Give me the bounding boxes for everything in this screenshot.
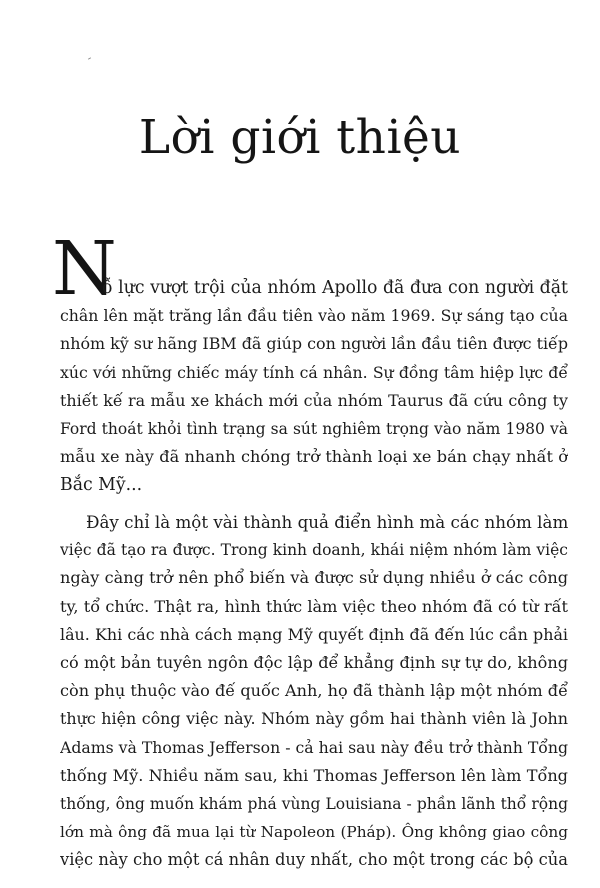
text-line: thống, ông muốn khám phá vùng Louisiana - phần lãnh thổ rộng xyxy=(60,794,568,813)
text-line: Bắc Mỹ... xyxy=(60,475,143,496)
paragraph-2 xyxy=(60,508,568,874)
text-line: có một bản tuyên ngôn độc lập để khẳng định sự tự do, không xyxy=(60,652,568,672)
page-title: Lời giới thiệu xyxy=(138,110,462,165)
paragraph-1 xyxy=(60,274,568,500)
print-speck xyxy=(88,57,91,59)
text-line: Ford thoát khỏi tình trạng sa sút nghiêm trọng vào năm 1980 và xyxy=(60,419,568,438)
text-line: thực hiện công việc này. Nhóm này gồm hai thành viên là John xyxy=(60,709,568,729)
drop-cap-letter: N xyxy=(52,226,117,312)
text-line: Đây chỉ là một vài thành quả điển hình mà các nhóm làm xyxy=(86,512,568,532)
text-line: việc đã tạo ra được. Trong kinh doanh, khái niệm nhóm làm việc xyxy=(60,541,568,560)
text-line: lâu. Khi các nhà cách mạng Mỹ quyết định đã đến lúc cần phải xyxy=(60,624,568,644)
text-line: mẫu xe này đã nhanh chóng trở thành loại xe bán chạy nhất ở xyxy=(60,447,568,467)
text-line: thống Mỹ. Nhiều năm sau, khi Thomas Jefferson lên làm Tổng xyxy=(60,765,568,785)
text-line: Adams và Thomas Jefferson - cả hai sau này đều trở thành Tổng xyxy=(60,737,568,757)
text-line: còn phụ thuộc vào đế quốc Anh, họ đã thành lập một nhóm để xyxy=(60,681,568,701)
text-line: ỗ lực vượt trội của nhóm Apollo đã đưa con người đặt xyxy=(102,278,568,298)
text-line: ty, tổ chức. Thật ra, hình thức làm việc theo nhóm đã có từ rất xyxy=(60,596,568,616)
text-line: việc này cho một cá nhân duy nhất, cho một trong các bộ của xyxy=(60,850,568,870)
text-line: lớn mà ông đã mua lại từ Napoleon (Pháp). Ông không giao công xyxy=(60,823,568,842)
text-line: ngày càng trở nên phổ biến và được sử dụng nhiều ở các công xyxy=(60,568,568,588)
text-line: chân lên mặt trăng lần đầu tiên vào năm 1969. Sự sáng tạo của xyxy=(60,306,568,326)
text-line: nhóm kỹ sư hãng IBM đã giúp con người lần đầu tiên được tiếp xyxy=(60,334,568,354)
text-line: thiết kế ra mẫu xe khách mới của nhóm Taurus đã cứu công ty xyxy=(60,390,568,410)
text-line: xúc với những chiếc máy tính cá nhân. Sự đồng tâm hiệp lực để xyxy=(60,362,568,382)
